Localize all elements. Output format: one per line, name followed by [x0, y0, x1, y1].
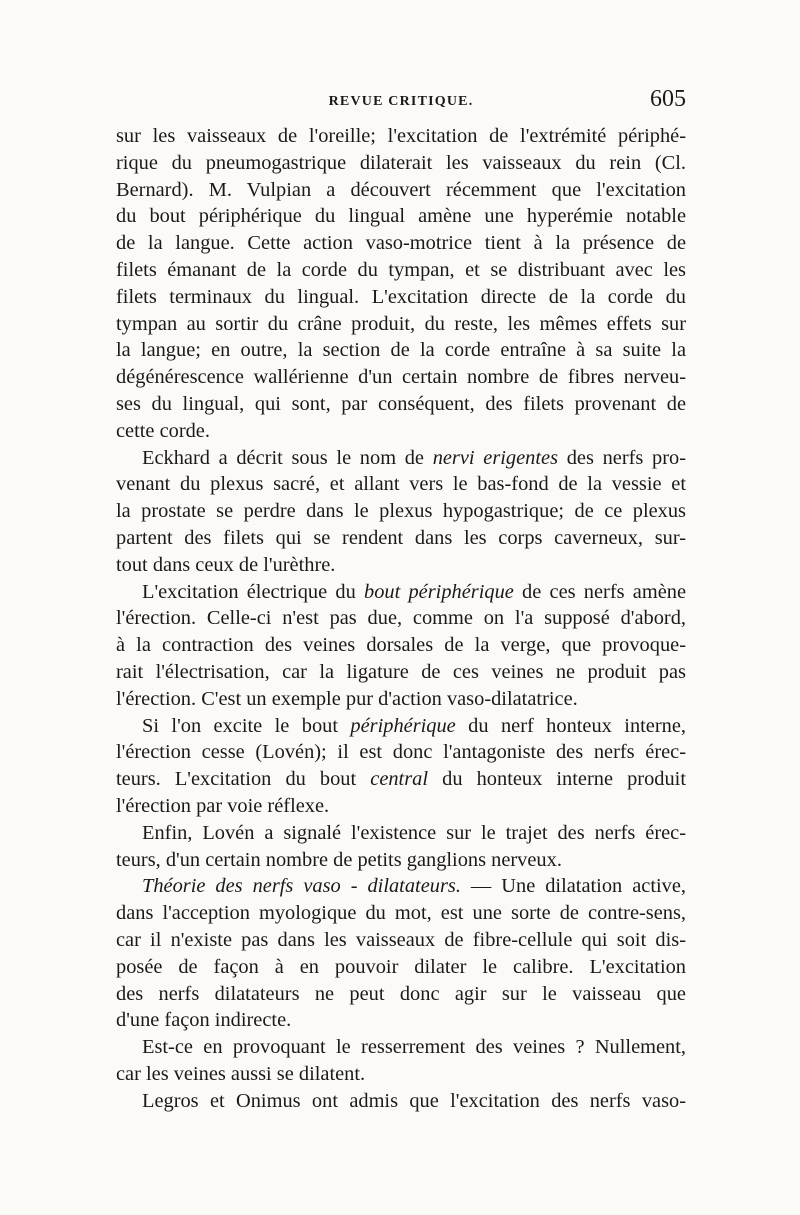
body-text [116, 123, 686, 1114]
italic-term: nervi erigentes [432, 446, 559, 469]
page-number: 605 [650, 86, 686, 112]
text-line: des nerfs dilatateurs ne peut donc agir sur le vaisseau que [116, 982, 686, 1005]
text-segment: teurs. L'excitation du bout [116, 768, 371, 791]
text-line: rique du pneumogastrique dilaterait les vaisseaux du rein (Cl. [116, 151, 686, 174]
running-head: REVUE CRITIQUE. [328, 94, 474, 109]
text-line: sur les vaisseaux de l'oreille; l'excitation de l'extrémité périphé- [116, 125, 686, 147]
text-line: cette corde. [116, 419, 210, 442]
text-line: car les veines aussi se dilatent. [116, 1062, 366, 1085]
text-line: l'érection par voie réflexe. [116, 794, 330, 817]
text-line: à la contraction des veines dorsales de la verge, que provoque- [116, 634, 686, 657]
text-line [116, 766, 686, 793]
section-title: Théorie des nerfs vaso - dilatateurs. [142, 875, 461, 898]
text-line: tympan au sortir du crâne produit, du reste, les mêmes effets sur [116, 312, 686, 335]
text-line: l'érection. C'est un exemple pur d'action vaso-dilatatrice. [116, 687, 578, 710]
text-line: l'érection. Celle-ci n'est pas due, comme on l'a supposé d'abord, [116, 607, 686, 630]
text-line: de la langue. Cette action vaso-motrice tient à la présence de [116, 232, 686, 255]
text-line: posée de façon à en pouvoir dilater le calibre. L'excitation [116, 955, 686, 978]
italic-term: bout périphérique [364, 580, 514, 603]
text-line: Bernard). M. Vulpian a découvert récemment que l'excitation [116, 178, 686, 201]
text-line: la prostate se perdre dans le plexus hypogastrique; de ce plexus [116, 500, 686, 523]
text-line: Legros et Onimus ont admis que l'excitation des nerfs vaso- [142, 1089, 686, 1112]
text-line: rait l'électrisation, car la ligature de ces veines ne produit pas [116, 660, 686, 683]
text-line: filets émanant de la corde du tympan, et se distribuant avec les [116, 258, 686, 281]
text-line [116, 713, 686, 740]
text-line: dégénérescence wallérienne d'un certain nombre de fibres nerveu- [116, 366, 686, 389]
text-line: ses du lingual, qui sont, par conséquent, des filets provenant de [116, 392, 686, 415]
italic-term: central [370, 768, 429, 791]
text-line: car il n'existe pas dans les vaisseaux de fibre-cellule qui soit dis- [116, 928, 686, 951]
italic-term: périphérique [350, 714, 456, 737]
text-line: l'érection cesse (Lovén); il est donc l'antagoniste des nerfs érec- [116, 741, 686, 764]
text-segment: du honteux interne produit [428, 768, 686, 791]
text-line: dans l'acception myologique du mot, est une sorte de contre-sens, [116, 902, 686, 925]
text-line: tout dans ceux de l'urèthre. [116, 553, 336, 576]
text-line: du bout périphérique du lingual amène une hyperémie notable [116, 205, 686, 228]
text-line [116, 873, 686, 900]
text-line: filets terminaux du lingual. L'excitation directe de la corde du [116, 285, 686, 308]
text-segment: des nerfs pro- [558, 446, 686, 469]
text-segment: — Une dilatation active, [460, 875, 686, 898]
text-segment: Si l'on excite le bout [142, 714, 351, 737]
text-segment: L'excitation électrique du [142, 580, 364, 603]
text-line: teurs, d'un certain nombre de petits ganglions nerveux. [116, 848, 562, 871]
page-header [116, 86, 686, 126]
text-line [116, 579, 686, 606]
text-line: Enfin, Lovén a signalé l'existence sur le trajet des nerfs érec- [142, 821, 686, 844]
text-line: partent des filets qui se rendent dans les corps caverneux, sur- [116, 526, 686, 549]
text-line: venant du plexus sacré, et allant vers le bas-fond de la vessie et [116, 473, 686, 496]
text-segment: de ces nerfs amène [513, 580, 686, 603]
text-line: Est-ce en provoquant le resserrement des veines ? Nullement, [142, 1036, 686, 1059]
text-segment: Eckhard a décrit sous le nom de [142, 446, 433, 469]
text-segment: du nerf honteux interne, [455, 714, 686, 737]
text-line: d'une façon indirecte. [116, 1009, 292, 1032]
text-line: la langue; en outre, la section de la corde entraîne à sa suite la [116, 339, 686, 362]
text-line [116, 445, 686, 472]
